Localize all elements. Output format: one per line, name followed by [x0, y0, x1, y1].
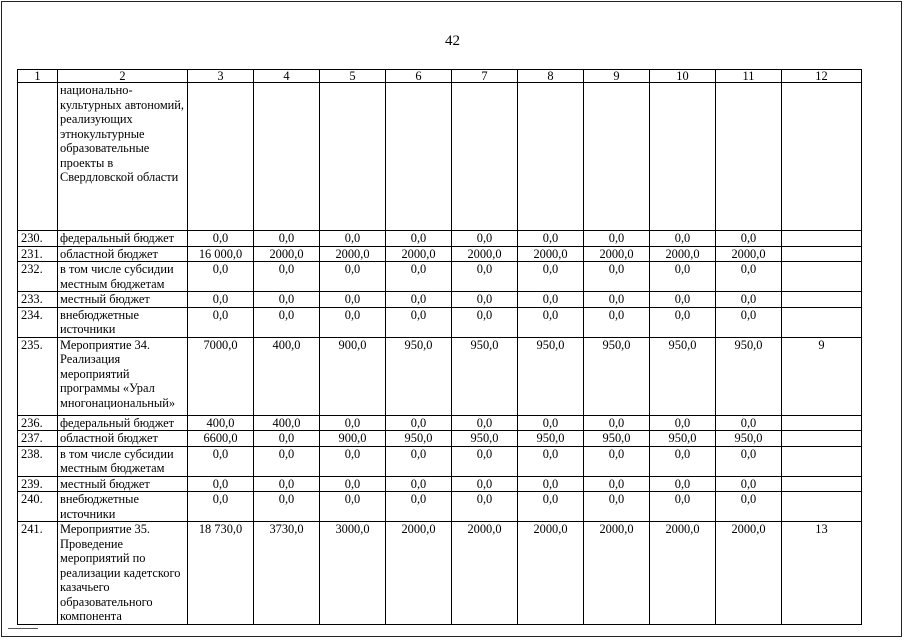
value-cell: 0,0	[650, 231, 716, 247]
value-cell: 2000,0	[320, 246, 386, 262]
value-cell: 950,0	[716, 431, 782, 447]
value-cell: 0,0	[386, 492, 452, 522]
column-12-cell	[782, 246, 862, 262]
value-cell	[386, 83, 452, 231]
row-description: национально-культурных автономий, реализующих этнокультурные образовательные проекты в Свердловской области	[58, 83, 188, 231]
value-cell: 0,0	[650, 262, 716, 292]
row-description: федеральный бюджет	[58, 415, 188, 431]
value-cell: 0,0	[320, 492, 386, 522]
value-cell: 0,0	[716, 262, 782, 292]
value-cell: 950,0	[650, 431, 716, 447]
row-number: 230.	[18, 231, 58, 247]
value-cell: 2000,0	[452, 246, 518, 262]
header-row	[18, 70, 862, 83]
value-cell: 2000,0	[254, 246, 320, 262]
value-cell: 0,0	[452, 446, 518, 476]
header-cell: 8	[518, 70, 584, 83]
value-cell: 0,0	[650, 292, 716, 308]
value-cell: 18 730,0	[188, 522, 254, 625]
row-description: внебюджетные источники	[58, 492, 188, 522]
header-cell: 6	[386, 70, 452, 83]
value-cell	[584, 83, 650, 231]
row-number: 232.	[18, 262, 58, 292]
header-cell: 1	[18, 70, 58, 83]
value-cell: 2000,0	[584, 246, 650, 262]
column-12-cell	[782, 231, 862, 247]
table-row	[18, 307, 862, 337]
value-cell: 0,0	[452, 262, 518, 292]
value-cell: 0,0	[650, 446, 716, 476]
value-cell: 0,0	[716, 292, 782, 308]
value-cell: 0,0	[452, 231, 518, 247]
column-12-cell: 9	[782, 337, 862, 415]
value-cell: 950,0	[452, 337, 518, 415]
value-cell: 2000,0	[518, 246, 584, 262]
value-cell: 0,0	[320, 415, 386, 431]
value-cell: 0,0	[518, 307, 584, 337]
value-cell: 0,0	[716, 415, 782, 431]
row-number: 231.	[18, 246, 58, 262]
row-number: 237.	[18, 431, 58, 447]
row-description: областной бюджет	[58, 431, 188, 447]
value-cell: 6600,0	[188, 431, 254, 447]
column-12-cell	[782, 83, 862, 231]
value-cell: 400,0	[254, 415, 320, 431]
row-description: Мероприятие 35. Проведение мероприятий по реализации кадетского казачьего образовательного компонента	[58, 522, 188, 625]
value-cell: 0,0	[254, 307, 320, 337]
value-cell: 2000,0	[650, 522, 716, 625]
value-cell: 0,0	[386, 262, 452, 292]
value-cell: 0,0	[716, 307, 782, 337]
value-cell: 0,0	[320, 307, 386, 337]
value-cell: 0,0	[518, 292, 584, 308]
value-cell: 0,0	[188, 307, 254, 337]
row-description: в том числе субсидии местным бюджетам	[58, 446, 188, 476]
value-cell: 0,0	[716, 446, 782, 476]
value-cell	[254, 83, 320, 231]
value-cell: 0,0	[518, 492, 584, 522]
header-cell: 9	[584, 70, 650, 83]
value-cell: 0,0	[254, 431, 320, 447]
value-cell: 0,0	[584, 307, 650, 337]
value-cell: 0,0	[716, 231, 782, 247]
row-description: областной бюджет	[58, 246, 188, 262]
table-row	[18, 337, 862, 415]
row-description: местный бюджет	[58, 476, 188, 492]
value-cell: 2000,0	[518, 522, 584, 625]
value-cell: 0,0	[188, 231, 254, 247]
value-cell: 3730,0	[254, 522, 320, 625]
value-cell: 0,0	[452, 492, 518, 522]
value-cell	[452, 83, 518, 231]
value-cell: 3000,0	[320, 522, 386, 625]
value-cell: 0,0	[452, 292, 518, 308]
value-cell	[320, 83, 386, 231]
value-cell: 950,0	[584, 337, 650, 415]
value-cell: 2000,0	[716, 246, 782, 262]
value-cell	[716, 83, 782, 231]
value-cell: 2000,0	[716, 522, 782, 625]
header-cell: 3	[188, 70, 254, 83]
value-cell: 0,0	[584, 446, 650, 476]
value-cell: 7000,0	[188, 337, 254, 415]
row-description: Мероприятие 34. Реализация мероприятий программы «Урал многонациональный»	[58, 337, 188, 415]
value-cell: 2000,0	[386, 246, 452, 262]
budget-table	[17, 69, 862, 625]
value-cell: 0,0	[386, 231, 452, 247]
value-cell	[650, 83, 716, 231]
value-cell: 950,0	[452, 431, 518, 447]
value-cell: 0,0	[518, 415, 584, 431]
column-12-cell	[782, 415, 862, 431]
value-cell: 950,0	[518, 337, 584, 415]
value-cell: 0,0	[386, 446, 452, 476]
row-description: местный бюджет	[58, 292, 188, 308]
value-cell: 900,0	[320, 431, 386, 447]
value-cell: 0,0	[188, 262, 254, 292]
value-cell: 0,0	[452, 476, 518, 492]
value-cell: 0,0	[584, 292, 650, 308]
table-row	[18, 292, 862, 308]
header-cell: 7	[452, 70, 518, 83]
value-cell: 0,0	[320, 446, 386, 476]
value-cell: 0,0	[254, 492, 320, 522]
value-cell: 950,0	[716, 337, 782, 415]
value-cell: 950,0	[584, 431, 650, 447]
footer-mark	[8, 628, 38, 629]
table-row	[18, 231, 862, 247]
value-cell: 16 000,0	[188, 246, 254, 262]
table-row	[18, 262, 862, 292]
column-12-cell	[782, 292, 862, 308]
value-cell: 0,0	[716, 492, 782, 522]
column-12-cell: 13	[782, 522, 862, 625]
value-cell: 0,0	[254, 262, 320, 292]
value-cell: 0,0	[584, 231, 650, 247]
page-number: 42	[445, 33, 460, 49]
value-cell: 0,0	[254, 292, 320, 308]
header-cell: 4	[254, 70, 320, 83]
row-number: 236.	[18, 415, 58, 431]
value-cell: 0,0	[584, 415, 650, 431]
table-row	[18, 492, 862, 522]
table-row	[18, 415, 862, 431]
value-cell: 2000,0	[584, 522, 650, 625]
value-cell: 0,0	[650, 415, 716, 431]
value-cell: 0,0	[386, 476, 452, 492]
value-cell: 0,0	[254, 446, 320, 476]
value-cell: 0,0	[518, 446, 584, 476]
header-cell: 5	[320, 70, 386, 83]
value-cell: 2000,0	[386, 522, 452, 625]
header-cell: 2	[58, 70, 188, 83]
value-cell: 0,0	[188, 492, 254, 522]
value-cell: 0,0	[320, 231, 386, 247]
row-number: 234.	[18, 307, 58, 337]
column-12-cell	[782, 492, 862, 522]
value-cell: 0,0	[188, 446, 254, 476]
table-row	[18, 522, 862, 625]
value-cell: 0,0	[188, 292, 254, 308]
value-cell: 0,0	[320, 292, 386, 308]
table-row	[18, 246, 862, 262]
value-cell: 0,0	[650, 307, 716, 337]
value-cell: 950,0	[386, 431, 452, 447]
value-cell: 0,0	[320, 262, 386, 292]
column-12-cell	[782, 307, 862, 337]
row-number: 239.	[18, 476, 58, 492]
column-12-cell	[782, 446, 862, 476]
value-cell	[518, 83, 584, 231]
column-12-cell	[782, 476, 862, 492]
row-number	[18, 83, 58, 231]
row-number: 233.	[18, 292, 58, 308]
value-cell: 0,0	[320, 476, 386, 492]
value-cell: 0,0	[254, 476, 320, 492]
value-cell: 0,0	[518, 476, 584, 492]
value-cell: 900,0	[320, 337, 386, 415]
header-cell: 11	[716, 70, 782, 83]
column-12-cell	[782, 431, 862, 447]
table-row	[18, 446, 862, 476]
value-cell: 0,0	[518, 262, 584, 292]
value-cell: 0,0	[584, 262, 650, 292]
value-cell: 0,0	[452, 415, 518, 431]
value-cell: 0,0	[650, 492, 716, 522]
header-cell: 10	[650, 70, 716, 83]
row-number: 241.	[18, 522, 58, 625]
value-cell: 0,0	[188, 476, 254, 492]
value-cell: 400,0	[254, 337, 320, 415]
row-number: 238.	[18, 446, 58, 476]
row-description: федеральный бюджет	[58, 231, 188, 247]
value-cell: 0,0	[584, 492, 650, 522]
value-cell: 0,0	[386, 292, 452, 308]
table-row	[18, 476, 862, 492]
value-cell: 0,0	[518, 231, 584, 247]
value-cell: 2000,0	[452, 522, 518, 625]
table-row	[18, 431, 862, 447]
value-cell: 950,0	[386, 337, 452, 415]
value-cell: 0,0	[650, 476, 716, 492]
value-cell: 950,0	[650, 337, 716, 415]
value-cell: 0,0	[386, 415, 452, 431]
row-description: в том числе субсидии местным бюджетам	[58, 262, 188, 292]
value-cell: 2000,0	[650, 246, 716, 262]
table-row	[18, 83, 862, 231]
column-12-cell	[782, 262, 862, 292]
row-number: 240.	[18, 492, 58, 522]
value-cell: 0,0	[254, 231, 320, 247]
value-cell: 0,0	[716, 476, 782, 492]
value-cell: 400,0	[188, 415, 254, 431]
row-description: внебюджетные источники	[58, 307, 188, 337]
value-cell: 0,0	[386, 307, 452, 337]
header-cell: 12	[782, 70, 862, 83]
value-cell: 0,0	[584, 476, 650, 492]
value-cell	[188, 83, 254, 231]
value-cell: 0,0	[452, 307, 518, 337]
value-cell: 950,0	[518, 431, 584, 447]
row-number: 235.	[18, 337, 58, 415]
